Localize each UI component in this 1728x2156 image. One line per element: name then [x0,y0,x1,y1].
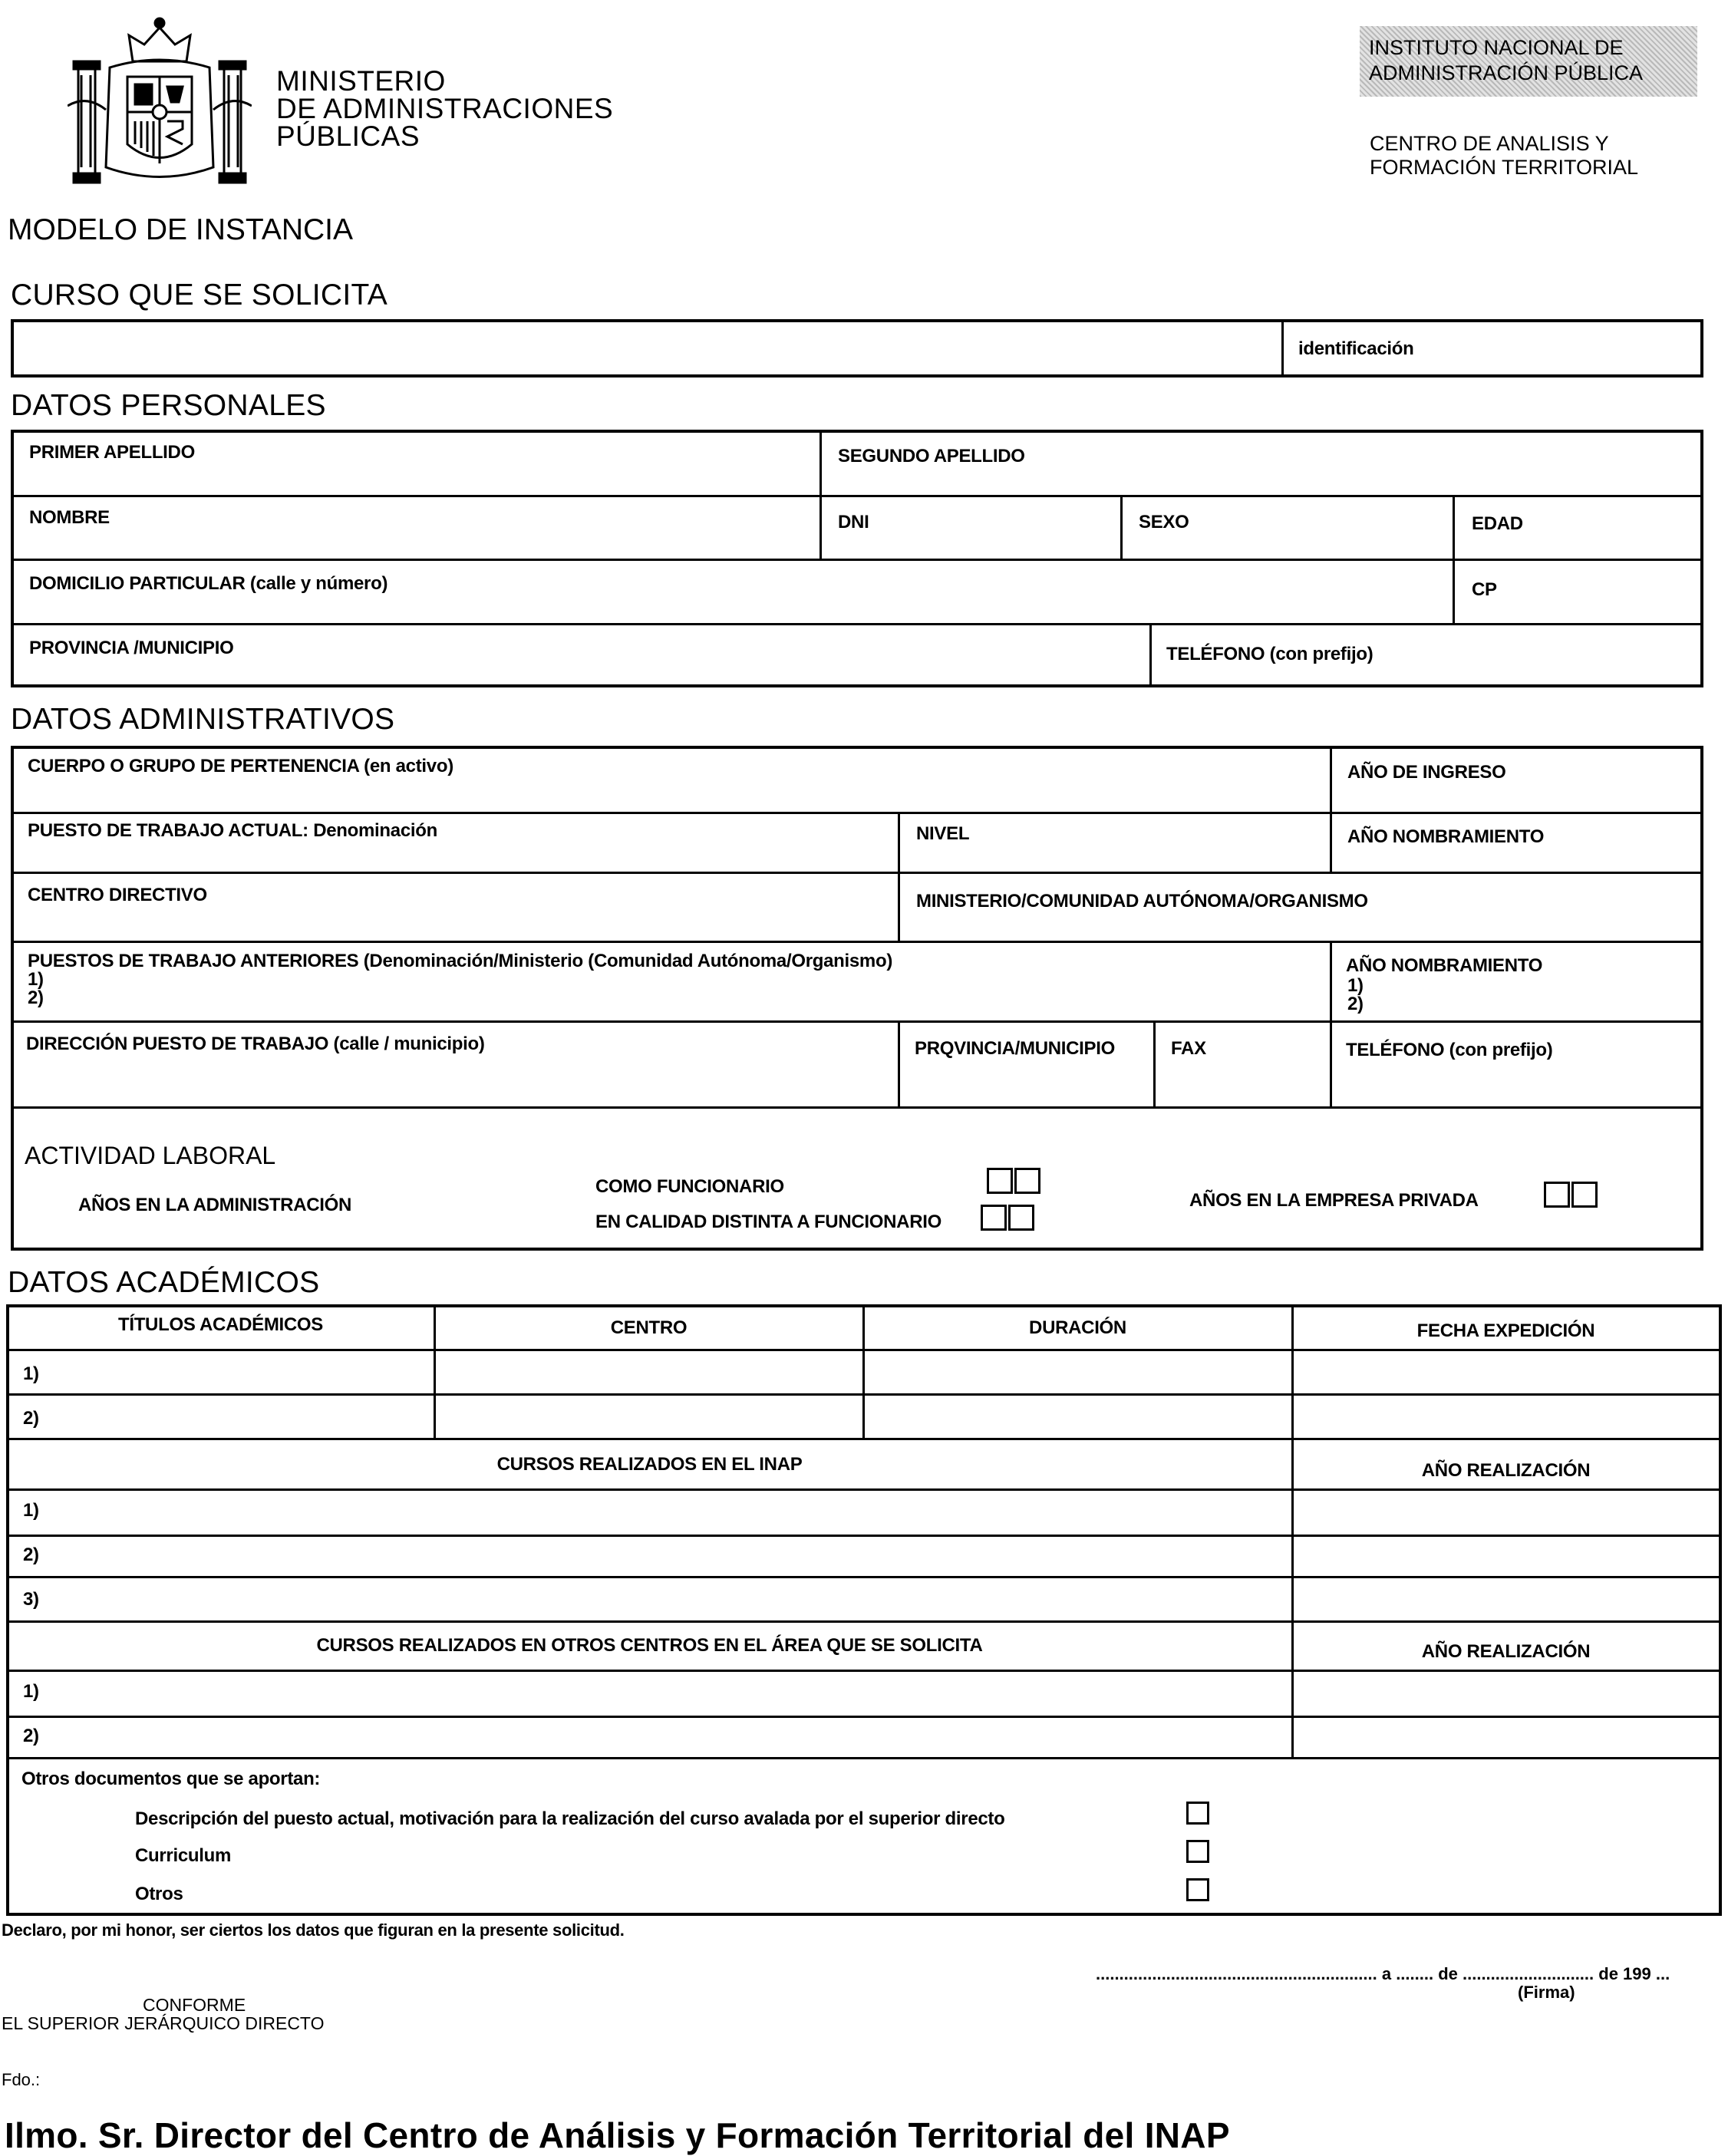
otros-doc-label: Otros [135,1884,183,1904]
section-title-curso: CURSO QUE SE SOLICITA [11,279,388,312]
otros-row-1-num: 1) [23,1681,39,1702]
divider [6,1438,1722,1440]
divider [11,623,1703,625]
superior-label: EL SUPERIOR JERÁRQUICO DIRECTO [2,2013,325,2033]
telefono-trabajo-label: TELÉFONO (con prefijo) [1346,1040,1553,1060]
provincia-municipio-label: PRQVINCIA/MUNICIPIO [915,1038,1115,1059]
divider [1330,941,1332,1106]
puesto-anterior-1-num: 1) [28,969,44,990]
cursos-otros-header: CURSOS REALIZADOS EN OTROS CENTROS EN EL ÁREA QUE SE SOLICITA [316,1635,983,1656]
divider [11,812,1703,814]
divider [6,1620,1722,1623]
funcionario-years-box-2[interactable] [1014,1168,1040,1194]
center-name [1370,132,1638,180]
institute-line: INSTITUTO NACIONAL DE [1369,36,1624,59]
puestos-anteriores-label: PUESTOS DE TRABAJO ANTERIORES (Denominación/Ministerio (Comunidad Autónoma/Organismo) [28,951,893,971]
divider [1120,495,1123,559]
cuerpo-label: CUERPO O GRUPO DE PERTENENCIA (en activo) [28,756,453,776]
edad-label: EDAD [1472,513,1523,534]
privada-years-box-2[interactable] [1571,1182,1598,1208]
inap-row-2-num: 2) [23,1544,39,1565]
puesto-anterior-2-num: 2) [28,987,44,1008]
inap-row-1-num: 1) [23,1500,39,1521]
otros-row-2-num: 2) [23,1726,39,1746]
titulo-row-1-num: 1) [23,1363,39,1384]
divider [11,941,1703,943]
divider [11,1020,1703,1023]
centro-directivo-label: CENTRO DIRECTIVO [28,885,207,905]
divider [1281,319,1284,377]
curriculum-checkbox[interactable] [1186,1840,1209,1863]
fax-label: FAX [1171,1038,1206,1059]
col-fecha-expedicion: FECHA EXPEDICIÓN [1416,1320,1595,1341]
section-title-academicos: DATOS ACADÉMICOS [8,1266,320,1299]
ministerio-label: MINISTERIO/COMUNIDAD AUTÓNOMA/ORGANISMO [916,891,1368,912]
titulo-row-2-num: 2) [23,1408,39,1429]
divider [898,1020,900,1106]
declaro-text: Declaro, por mi honor, ser ciertos los datos que figuran en la presente solicitud. [2,1920,625,1940]
divider [6,1576,1722,1578]
divider [6,1535,1722,1537]
anio-realizacion-2-header: AÑO REALIZACIÓN [1421,1641,1591,1662]
institute-line: ADMINISTRACIÓN PÚBLICA [1369,61,1644,84]
nombramiento-2-num: 2) [1347,994,1364,1014]
calidad-years-box-1[interactable] [981,1205,1007,1231]
actividad-laboral-title: ACTIVIDAD LABORAL [25,1142,276,1169]
divider [6,1488,1722,1491]
form-title: MODELO DE INSTANCIA [8,213,354,246]
addressee: Ilmo. Sr. Director del Centro de Análisis y Formación Territorial del INAP [5,2115,1230,2155]
otros-checkbox[interactable] [1186,1878,1209,1901]
cursos-inap-header: CURSOS REALIZADOS EN EL INAP [496,1454,803,1475]
descripcion-checkbox[interactable] [1186,1802,1209,1825]
divider [1330,746,1332,873]
section-title-personales: DATOS PERSONALES [11,389,326,422]
firma-label: (Firma) [1518,1983,1575,2002]
inap-row-3-num: 3) [23,1589,39,1610]
conforme-label: CONFORME [143,1995,246,2015]
center-line: CENTRO DE ANALISIS Y [1370,132,1609,155]
section-title-administrativos: DATOS ADMINISTRATIVOS [11,703,395,736]
divider [1153,1020,1156,1106]
segundo-apellido-label: SEGUNDO APELLIDO [838,446,1025,466]
provincia-label: PROVINCIA /MUNICIPIO [29,638,234,658]
puesto-actual-label: PUESTO DE TRABAJO ACTUAL: Denominación [28,820,437,841]
direccion-label: DIRECCIÓN PUESTO DE TRABAJO (calle / municipio) [26,1033,485,1054]
divider [1291,1304,1294,1757]
divider [819,430,822,559]
funcionario-years-box-1[interactable] [987,1168,1013,1194]
identificacion-label: identificación [1298,338,1414,359]
calidad-years-box-2[interactable] [1008,1205,1034,1231]
center-line: FORMACIÓN TERRITORIAL [1370,156,1639,179]
ministry-line: PÚBLICAS [276,120,420,152]
fdo-label: Fdo.: [2,2070,41,2089]
coat-of-arms-icon [68,14,252,190]
nombramiento-1-num: 1) [1347,975,1364,996]
divider [6,1716,1722,1718]
descripcion-label: Descripción del puesto actual, motivación para la realización del curso avalada por el superior directo [135,1808,1005,1829]
divider [11,1106,1703,1109]
cp-label: CP [1472,579,1497,600]
divider [11,872,1703,874]
col-centro: CENTRO [610,1317,688,1338]
ministry-line: DE ADMINISTRACIONES [276,93,614,124]
anio-nombramiento-2-label: AÑO NOMBRAMIENTO [1346,955,1543,976]
telefono-label: TELÉFONO (con prefijo) [1166,644,1373,664]
curso-field[interactable] [11,319,1703,377]
date-line: ............................................................ a ........ de ............................ de 199 ... [1096,1964,1670,1983]
calidad-distinta-label: EN CALIDAD DISTINTA A FUNCIONARIO [595,1212,941,1232]
como-funcionario-label: COMO FUNCIONARIO [595,1176,784,1197]
institute-badge [1360,26,1697,97]
nombre-label: NOMBRE [29,507,110,528]
dni-label: DNI [838,512,869,532]
divider [898,812,900,941]
nivel-label: NIVEL [916,823,970,844]
col-duracion: DURACIÓN [1029,1317,1126,1338]
anio-nombramiento-label: AÑO NOMBRAMIENTO [1347,826,1545,847]
anio-ingreso-label: AÑO DE INGRESO [1347,762,1506,783]
divider [11,495,1703,497]
ministry-name [276,65,614,152]
anio-realizacion-header: AÑO REALIZACIÓN [1421,1460,1591,1481]
divider [1453,495,1455,623]
otros-documentos-label: Otros documentos que se aportan: [21,1769,321,1789]
divider [1149,623,1152,687]
empresa-privada-label: AÑOS EN LA EMPRESA PRIVADA [1189,1190,1479,1211]
domicilio-label: DOMICILIO PARTICULAR (calle y número) [29,573,388,594]
ministry-line: MINISTERIO [276,65,446,97]
primer-apellido-label: PRIMER APELLIDO [29,442,195,463]
anios-admin-label: AÑOS EN LA ADMINISTRACIÓN [78,1195,352,1215]
sexo-label: SEXO [1139,512,1189,532]
privada-years-box-1[interactable] [1544,1182,1570,1208]
divider [6,1757,1722,1759]
col-titulos: TÍTULOS ACADÉMICOS [117,1314,324,1335]
divider [6,1670,1722,1672]
divider [11,559,1703,561]
curriculum-label: Curriculum [135,1845,232,1866]
